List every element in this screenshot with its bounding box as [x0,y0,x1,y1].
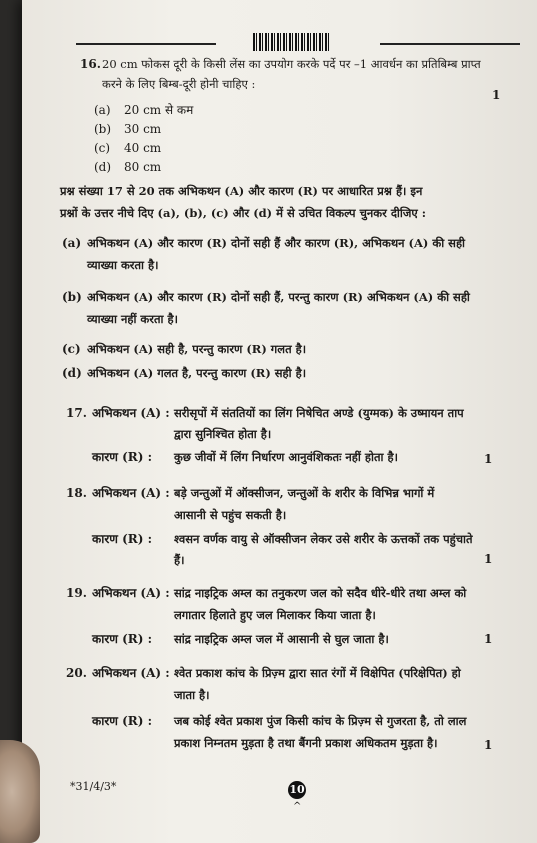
q20-assertion-line2: जाता है। [174,688,210,702]
q19-reason-line1: सांद्र नाइट्रिक अम्ल जल में आसानी से घुल जाता है। [174,632,389,646]
paper-code: *31/4/3* [70,780,117,793]
q20-assertion-label: अभिकथन (A) : [92,666,170,680]
q17-assertion-label: अभिकथन (A) : [92,406,170,420]
page-caret: ^ [293,801,302,812]
q20-number: 20. [66,666,87,680]
instr-option-a-line2: व्याख्या करता है। [87,258,159,272]
instr-option-a-label: (a) [62,236,82,250]
instr-option-b-line2: व्याख्या नहीं करता है। [87,312,178,326]
q17-number: 17. [66,406,87,420]
q16-option-d-text: 80 cm [124,160,162,174]
q17-reason-label: कारण (R) : [92,450,153,464]
q19-assertion-label: अभिकथन (A) : [92,586,170,600]
barcode [253,33,329,51]
q16-option-a-text: 20 cm से कम [124,103,194,117]
q19-marks: 1 [484,632,493,646]
q20-reason-label: कारण (R) : [92,714,153,728]
q16-text-line2: करने के लिए बिम्ब-दूरी होनी चाहिए : [102,77,256,91]
q16-option-a-label: (a) [94,103,111,117]
instr-option-a-line1: अभिकथन (A) और कारण (R) दोनों सही हैं और कारण (R), अभिकथन (A) की सही [87,236,466,250]
instr-option-d-label: (d) [62,366,82,380]
instructions-line1: प्रश्न संख्या 17 से 20 तक अभिकथन (A) और कारण (R) पर आधारित प्रश्न हैं। इन [60,184,423,198]
page-number: 10 [288,781,306,799]
q20-marks: 1 [484,738,493,752]
instr-option-b-line1: अभिकथन (A) और कारण (R) दोनों सही हैं, परन्तु कारण (R) अभिकथन (A) की सही [87,290,470,304]
header-rule-right [380,43,520,45]
instructions-line2: प्रश्नों के उत्तर नीचे दिए (a), (b), (c) और (d) में से उचित विकल्प चुनकर दीजिए : [60,206,427,220]
q16-marks: 1 [492,88,501,102]
q17-reason-line1: कुछ जीवों में लिंग निर्धारण आनुवंशिकतः नहीं होता है। [174,450,398,464]
q16-option-d-label: (d) [94,160,112,174]
q16-number: 16. [80,57,101,71]
q19-assertion-line2: लगातार हिलाते हुए जल मिलाकर किया जाता है। [174,608,376,622]
instr-option-d-line1: अभिकथन (A) गलत है, परन्तु कारण (R) सही है। [87,366,307,380]
holding-thumb [0,740,40,843]
instr-option-b-label: (b) [62,290,82,304]
q16-option-c-label: (c) [94,141,111,155]
instr-option-c-line1: अभिकथन (A) सही है, परन्तु कारण (R) गलत है। [87,342,307,356]
q18-reason-line2: हैं। [174,553,185,567]
q18-assertion-line2: आसानी से पहुंच सकती है। [174,508,287,522]
q20-reason-line1: जब कोई श्वेत प्रकाश पुंज किसी कांच के प्रिज़्म से गुजरता है, तो लाल [174,714,467,728]
q18-reason-line1: श्वसन वर्णक वायु से ऑक्सीजन लेकर उसे शरीर के ऊत्तकों तक पहुंचाते [174,532,473,546]
q20-reason-line2: प्रकाश निम्नतम मुड़ता है तथा बैंगनी प्रकाश अधिकतम मुड़ता है। [174,736,438,750]
q16-option-c-text: 40 cm [124,141,162,155]
q20-assertion-line1: श्वेत प्रकाश कांच के प्रिज़्म द्वारा सात रंगों में विक्षेपित (परिक्षेपित) हो [174,666,461,680]
q16-option-b-text: 30 cm [124,122,162,136]
header-rule-left [76,43,216,45]
q19-number: 19. [66,586,87,600]
exam-page [22,0,537,843]
q17-assertion-line2: द्वारा सुनिश्चित होता है। [174,427,272,441]
q18-marks: 1 [484,552,493,566]
q18-number: 18. [66,486,87,500]
q18-assertion-label: अभिकथन (A) : [92,486,170,500]
q19-assertion-line1: सांद्र नाइट्रिक अम्ल का तनुकरण जल को सदैव धीरे-धीरे तथा अम्ल को [174,586,467,600]
q16-option-b-label: (b) [94,122,112,136]
q19-reason-label: कारण (R) : [92,632,153,646]
q18-assertion-line1: बड़े जन्तुओं में ऑक्सीजन, जन्तुओं के शरीर के विभिन्न भागों में [174,486,435,500]
q17-marks: 1 [484,452,493,466]
q18-reason-label: कारण (R) : [92,532,153,546]
instr-option-c-label: (c) [62,342,81,356]
q17-assertion-line1: सरीसृपों में संततियों का लिंग निषेचित अण्डे (युग्मक) के उष्मायन ताप [174,406,464,420]
q16-text-line1: 20 cm फोकस दूरी के किसी लेंस का उपयोग करके पर्दे पर –1 आवर्धन का प्रतिबिम्ब प्राप्त [102,57,481,71]
